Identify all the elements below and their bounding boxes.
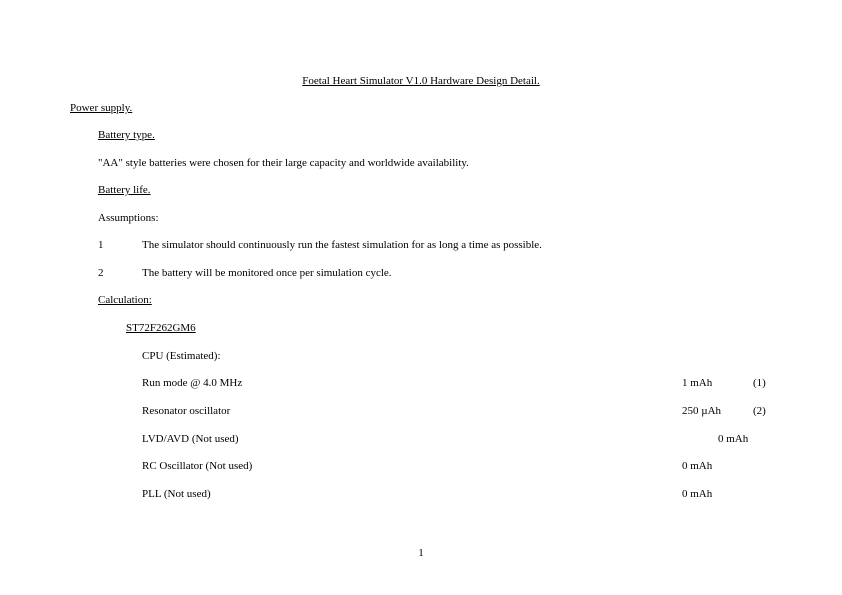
current-row-label: PLL (Not used) (142, 488, 211, 500)
battery-type-heading: Battery type. (98, 129, 155, 141)
current-row-value: 0 mAh (682, 460, 713, 472)
current-row-label: Run mode @ 4.0 MHz (142, 377, 243, 389)
current-row-label: Resonator oscillator (142, 405, 231, 417)
assumption-text: The battery will be monitored once per simulation cycle. (142, 267, 392, 279)
current-row-value: 0 mAh (718, 433, 749, 445)
chip-name: ST72F262GM6 (126, 322, 196, 334)
current-row-value: 1 mAh (682, 377, 713, 389)
assumption-number: 1 (98, 239, 104, 251)
calculation-heading: Calculation: (98, 294, 152, 306)
power-supply-heading: Power supply. (70, 102, 133, 114)
cpu-label: CPU (Estimated): (142, 350, 221, 362)
current-row-note: (2) (753, 405, 766, 417)
battery-type-text: "AA" style batteries were chosen for their large capacity and worldwide availability. (98, 157, 469, 169)
current-row-note: (1) (753, 377, 766, 389)
battery-life-heading: Battery life. (98, 184, 151, 196)
page-number: 1 (418, 547, 424, 559)
current-row-value: 250 µAh (682, 405, 722, 417)
document-title: Foetal Heart Simulator V1.0 Hardware Design Detail. (302, 75, 540, 87)
current-row-value: 0 mAh (682, 488, 713, 500)
current-row-label: RC Oscillator (Not used) (142, 460, 253, 472)
assumptions-label: Assumptions: (98, 212, 159, 224)
assumption-number: 2 (98, 267, 104, 279)
assumption-text: The simulator should continuously run the fastest simulation for as long a time as possible. (142, 239, 542, 251)
current-row-label: LVD/AVD (Not used) (142, 433, 239, 445)
